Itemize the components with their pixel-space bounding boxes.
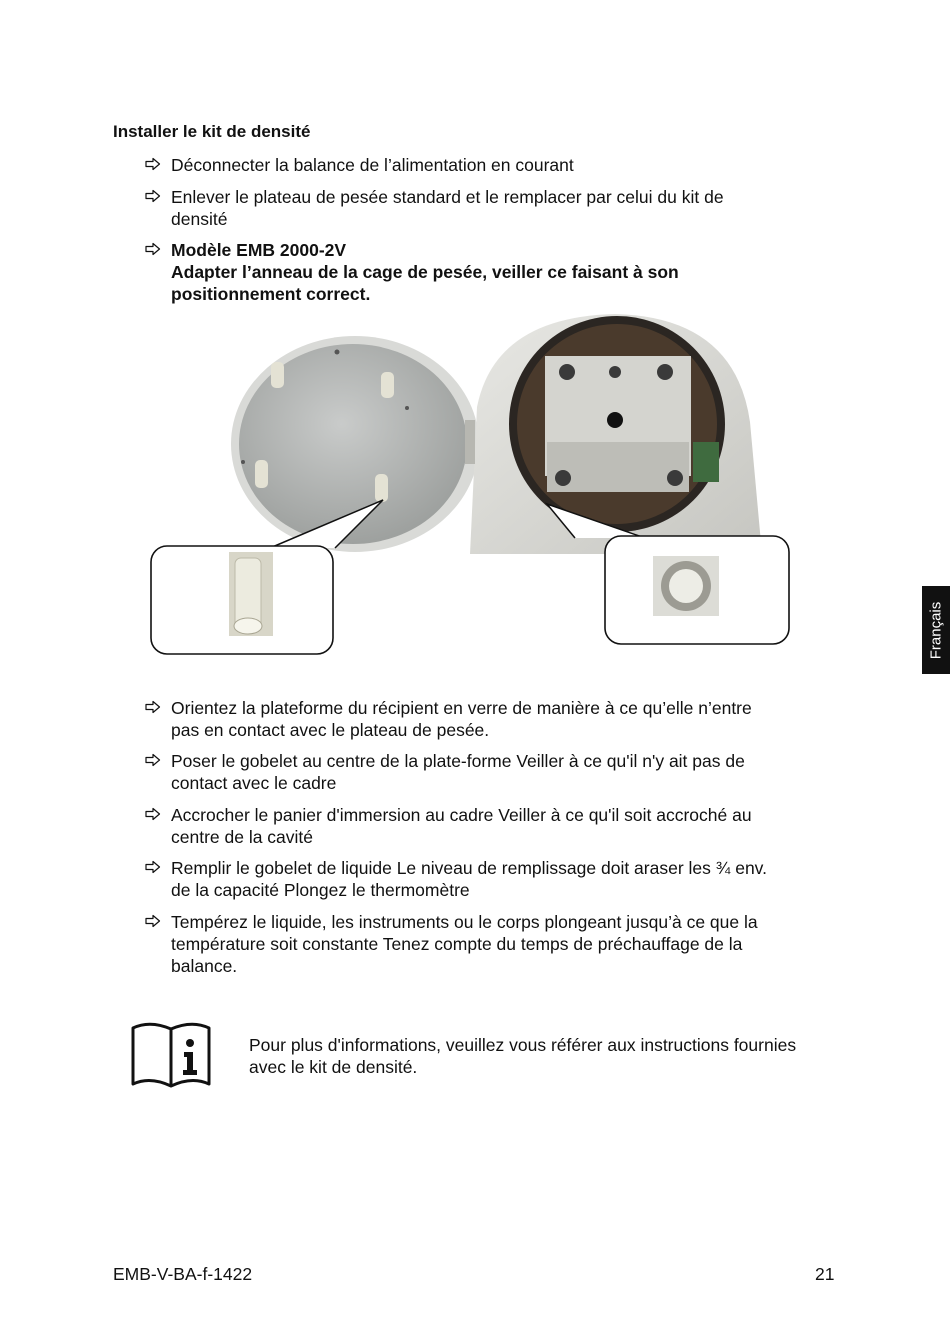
step-line: Accrocher le panier d'immersion au cadre Veiller à ce qu'il soit accroché au [171,805,752,825]
step-line: centre de la cavité [171,827,314,847]
info-note [249,1034,859,1078]
step-line: Adapter l’anneau de la cage de pesée, veiller ce faisant à son [171,262,679,282]
step-line: Orientez la plateforme du récipient en verre de manière à ce qu’elle n’entre [171,698,752,718]
info-book-icon [130,1020,212,1090]
arrow-right-icon [145,699,161,715]
step-item [145,857,835,901]
arrow-right-icon [145,859,161,875]
info-line: avec le kit de densité. [249,1057,418,1077]
step-line: positionnement correct. [171,284,371,304]
arrow-right-icon [145,188,161,204]
step-item [145,804,835,848]
weighing-cage-photo [145,312,795,660]
step-item [145,697,835,741]
step-line: densité [171,209,228,229]
arrow-right-icon [145,156,161,172]
section-heading: Installer le kit de densité [113,122,311,141]
step-line: balance. [171,956,238,976]
step-item [145,239,835,305]
step-item [145,186,835,230]
step-item [145,911,835,977]
step-line: Modèle EMB 2000-2V [171,240,347,260]
arrow-right-icon [145,241,161,257]
step-line: Enlever le plateau de pesée standard et le remplacer par celui du kit de [171,187,724,207]
step-item [145,750,835,794]
step-line: contact avec le cadre [171,773,337,793]
arrow-right-icon [145,752,161,768]
step-item [145,154,835,176]
step-line: température soit constante Tenez compte du temps de préchauffage de la [171,934,743,954]
language-tab-label: Français [927,601,945,659]
step-line: Tempérez le liquide, les instruments ou le corps plongeant jusqu’à ce que la [171,912,758,932]
arrow-right-icon [145,806,161,822]
step-line: de la capacité Plongez le thermomètre [171,880,470,900]
info-line: Pour plus d'informations, veuillez vous référer aux instructions fournies [249,1035,797,1055]
language-tab [922,586,950,674]
callout-post-closeup [151,546,333,654]
arrow-right-icon [145,913,161,929]
step-line: pas en contact avec le plateau de pesée. [171,720,490,740]
balance-housing [465,314,762,554]
step-line: Poser le gobelet au centre de la plate-forme Veiller à ce qu'il n'y ait pas de [171,751,745,771]
callout-ring-closeup [605,536,789,644]
footer-doc-id: EMB-V-BA-f-1422 [113,1264,253,1284]
footer-page-number: 21 [815,1264,835,1284]
step-line: Déconnecter la balance de l’alimentation en courant [171,155,574,175]
step-line: Remplir le gobelet de liquide Le niveau de remplissage doit araser les ¾ env. [171,858,767,878]
